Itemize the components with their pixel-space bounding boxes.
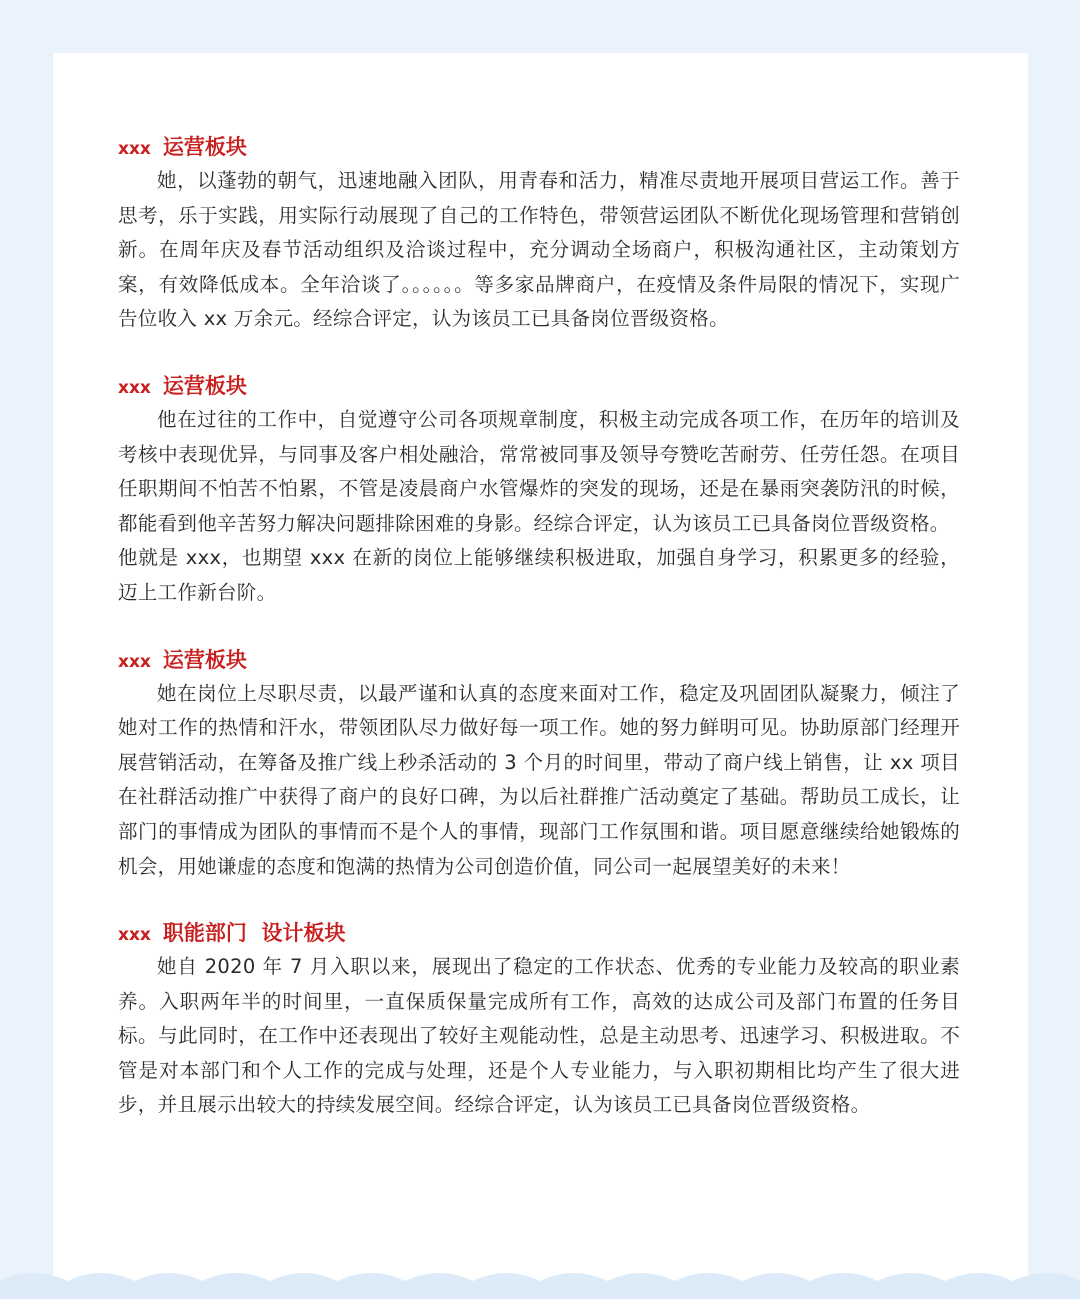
- section-paragraph: 她，以蓬勃的朝气，迅速地融入团队，用青春和活力，精准尽责地开展项目营运工作。善于思考，乐于实践，用实际行动展现了自己的工作特色，带领营运团队不断优化现场管理和营销创新。在周年庆及春节活动组织及洽谈过程中，充分调动全场商户，积极沟通社区，主动策划方案，有效降低成本。全年洽谈了。。。。。。等多家品牌商户，在疫情及条件局限的情况下，实现广告位收入 xx 万余元。经综合评定，认为该员工已具备岗位晋级资格。: [118, 169, 960, 331]
- section-heading: [118, 369, 960, 403]
- section-heading: [118, 916, 960, 950]
- section-paragraph: 她自 2020 年 7 月入职以来，展现出了稳定的工作状态、优秀的专业能力及较高的职业素养。入职两年半的时间里，一直保质保量完成所有工作，高效的达成公司及部门布置的任务目标。与此同时，在工作中还表现出了较好主观能动性，总是主动思考、迅速学习、积极进取。不管是对本部门和个人工作的完成与处理，还是个人专业能力，与入职初期相比均产生了很大进步，并且展示出较大的持续发展空间。经综合评定，认为该员工已具备岗位晋级资格。: [118, 955, 960, 1117]
- section-3: [118, 643, 960, 885]
- section-heading: [118, 130, 960, 164]
- section-title: 运营板块: [162, 647, 247, 672]
- section-title: 职能部门 设计板块: [162, 921, 346, 946]
- section-4: [118, 916, 960, 1123]
- employee-name: xxx: [118, 139, 151, 159]
- section-2: [118, 369, 960, 611]
- section-1: [118, 130, 960, 337]
- employee-name: xxx: [118, 377, 151, 398]
- section-title: 运营板块: [162, 373, 247, 398]
- section-paragraph: 他在过往的工作中，自觉遵守公司各项规章制度，积极主动完成各项工作，在历年的培训及考核中表现优异，与同事及客户相处融洽，常常被同事及领导夸赞吃苦耐劳、任劳任怨。在项目任职期间不怕苦不怕累，不管是凌晨商户水管爆炸的突发的现场，还是在暴雨突袭防汛的时候，都能看到他辛苦努力解决问题排除困难的身影。经综合评定，认为该员工已具备岗位晋级资格。: [118, 407, 960, 535]
- employee-name: xxx: [118, 651, 151, 672]
- section-paragraph: 她在岗位上尽职尽责，以最严谨和认真的态度来面对工作，稳定及巩固团队凝聚力，倾注了她对工作的热情和汗水，带领团队尽力做好每一项工作。她的努力鲜明可见。协助原部门经理开展营销活动，在筹备及推广线上秒杀活动的 3 个月的时间里，带动了商户线上销售，让 xx 项目在社群活动推广中获得了商户的良好口碑，为以后社群推广活动奠定了基础。帮助员工成长，让部门的事情成为团队的事情而不是个人的事情，现部门工作氛围和谐。项目愿意继续给她锻炼的机会，用她谦虚的态度和饱满的热情为公司创造价值，同公司一起展望美好的未来！: [118, 681, 960, 878]
- wave-decoration: [0, 1263, 1080, 1299]
- section-paragraph: 他就是 xxx，也期望 xxx 在新的岗位上能够继续积极进取，加强自身学习，积累更多的经验，迈上工作新台阶。: [118, 546, 960, 604]
- document-content: [118, 130, 960, 1155]
- section-title: 运营板块: [162, 135, 247, 159]
- section-heading: [118, 643, 960, 677]
- employee-name: xxx: [118, 925, 151, 946]
